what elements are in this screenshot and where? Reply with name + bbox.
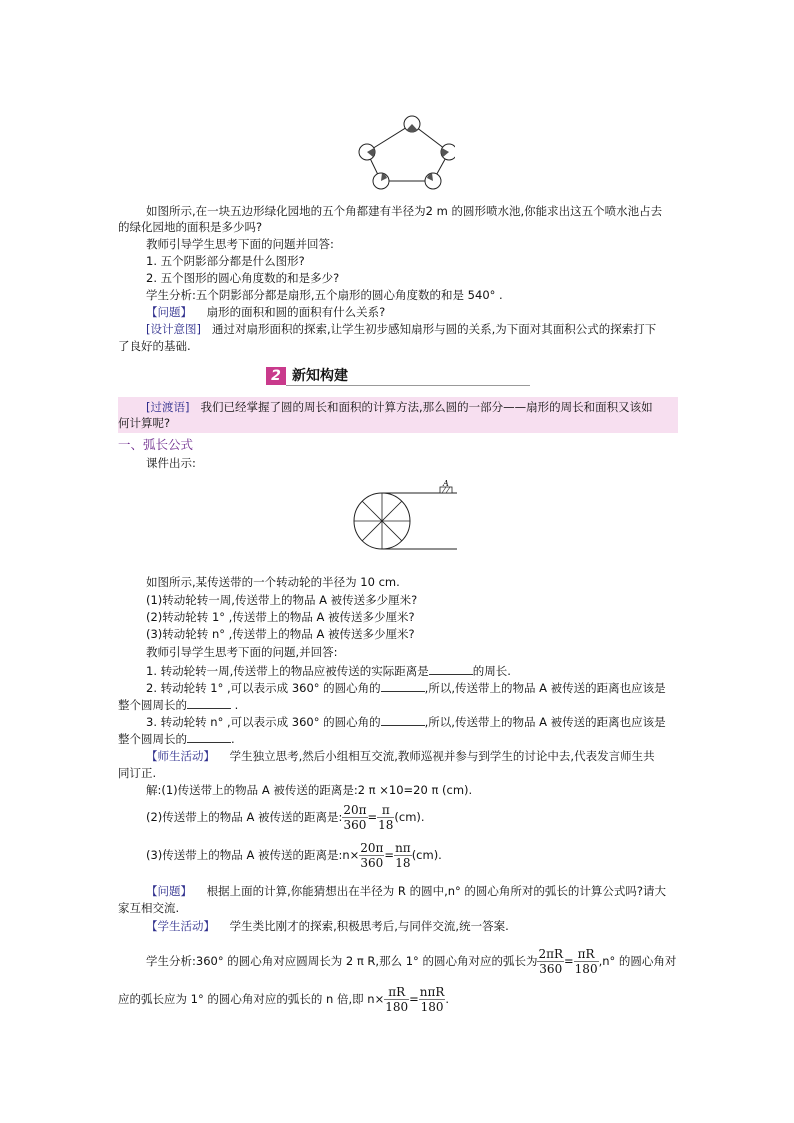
solution-1: 解:(1)传送带上的物品 A 被传送的距离是:2 π ×10=20 π (cm). [146,783,473,797]
answer-2-tail: ,所以,传送带上的物品 A 被传送的距离也应该是 [424,681,666,695]
problem-2-text: 根据上面的计算,你能猜想出在半径为 R 的圆中,n° 的圆心角所对的弧长的计算公式吗?请大 [206,884,667,898]
question-1: 1. 五个阴影部分都是什么图形? [146,254,305,268]
analysis-2-text: 学生分析:360° 的圆心角对应圆周长为 2 π R,那么 1° 的圆心角对应的弧长为 [146,954,538,968]
problem-2 [146,883,706,900]
answer-1-text: 1. 转动轮转一周,传送带上的物品应被传送的实际距离是 [146,664,429,678]
answer-2-text: 2. 转动轮转 1° ,可以表示成 360° 的圆心角的 [146,681,381,695]
question-2: 2. 五个图形的圆心角度数的和是多少? [146,271,340,285]
paragraph-intro-cont: 的绿化园地的面积是多少吗? [118,220,263,234]
student-analysis-2 [146,944,706,978]
answer-2-period: . [234,698,239,712]
design-intent [146,321,706,338]
answer-2-blank[interactable] [381,679,425,692]
activity-line-cont: 同订正. [118,766,157,780]
transition-tag: [过渡语] [146,400,190,414]
wheel-description: 如图所示,某传送带的一个转动轮的半径为 10 cm. [146,575,400,589]
answer-3-tail: ,所以,传送带上的物品 A 被传送的距离也应该是 [424,715,666,729]
design-intent-cont: 了良好的基础. [118,339,191,353]
section-header [266,366,530,386]
design-tag: [设计意图] [146,322,201,336]
equals-sign: = [409,992,419,1006]
student-analysis: 学生分析:五个阴影部分都是扇形,五个扇形的圆心角度数的和是 540° . [146,288,503,302]
section-rule [286,385,530,386]
solution-3 [146,838,706,872]
paragraph-intro: 如图所示,在一块五边形绿化园地的五个角都建有半径为2 m 的圆形喷水池,你能求出这五个喷水池占去 [146,204,663,218]
equals-sign: = [564,954,574,968]
analysis-2-period: . [445,992,450,1006]
conveyor-figure [352,480,462,562]
activity-tag: 【师生活动】 [146,749,215,763]
answer-3-cont-text: 整个圆周长的 [118,732,187,746]
answer-2-cont-text: 整个圆周长的 [118,698,187,712]
solution-3-text: (3)传送带上的物品 A 被传送的距离是:n× [146,848,360,862]
student-activity-tag: 【学生活动】 [146,919,215,933]
activity-text: 学生独立思考,然后小组相互交流,教师巡视并参与到学生的讨论中去,代表发言师生共 [229,749,655,763]
answer-1-tail: 的周长. [472,664,511,678]
answer-3-period: . [231,732,235,746]
section-title: 新知构建 [292,368,348,384]
problem-tag: 【问题】 [146,305,192,319]
point-a-label: A [443,480,449,488]
wheel-question-3: (3)转动轮转 n° ,传送带上的物品 A 被传送多少厘米? [146,627,415,641]
solution-3-unit: (cm). [411,848,442,862]
teacher-guide-2: 教师引导学生思考下面的问题,并回答: [146,645,338,659]
courseware-label: 课件出示: [146,456,196,470]
transition-line-cont: 何计算呢? [118,416,171,430]
teacher-guide: 教师引导学生思考下面的问题并回答: [146,237,334,251]
fraction-pi-18: $\frac{\pi}{18}$ [378,803,394,832]
student-activity [146,918,706,935]
answer-2 [146,679,706,697]
fraction-piR-180: $\frac{\pi R}{180}$ [574,947,598,976]
answer-3-blank[interactable] [381,713,425,726]
problem-2-cont: 家互相交流. [118,901,180,915]
section-number: 2 [266,367,286,385]
answer-1 [146,662,706,680]
answer-2-blank-2[interactable] [187,696,231,709]
subsection-title: 一、弧长公式 [118,437,194,452]
transition-line [146,399,706,416]
problem-1 [146,304,706,321]
fraction-npiR-180: $\frac{\text{nπR}}{180}$ [419,985,445,1014]
answer-3-text: 3. 转动轮转 n° ,可以表示成 360° 的圆心角的 [146,715,381,729]
transition-text: 我们已经掌握了圆的周长和面积的计算方法,那么圆的一部分——扇形的周长和面积又该如 [200,400,653,414]
answer-2-cont [118,696,678,714]
fraction-20pi-360: $\frac{20\pi}{360}$ [343,803,367,832]
answer-1-blank[interactable] [429,662,473,675]
solution-2 [146,800,706,834]
answer-3-cont [118,730,678,748]
solution-2-unit: (cm). [394,810,425,824]
analysis-2-cont-text: 应的弧长应为 1° 的圆心角对应的弧长的 n 倍,即 n× [118,992,385,1006]
activity-line [146,748,706,765]
wheel-question-1: (1)转动轮转一周,传送带上的物品 A 被传送多少厘米? [146,593,418,607]
equals-sign: = [384,848,395,862]
solution-2-text: (2)传送带上的物品 A 被传送的距离是: [146,810,343,824]
fraction-piR-180-b: $\frac{\pi R}{180}$ [385,985,409,1014]
design-text: 通过对扇形面积的探索,让学生初步感知扇形与圆的关系,为下面对其面积公式的探索打下 [211,322,657,336]
fraction-20pi-360-b: $\frac{20\pi}{360}$ [360,841,384,870]
student-activity-text: 学生类比刚才的探索,积极思考后,与同伴交流,统一答案. [229,919,509,933]
wheel-question-2: (2)转动轮转 1° ,传送带上的物品 A 被传送多少厘米? [146,610,415,624]
answer-3 [146,713,706,731]
problem-text: 扇形的面积和圆的面积有什么关系? [206,305,386,319]
answer-3-blank-2[interactable] [187,730,231,743]
pentagon-figure [355,112,455,192]
problem-2-tag: 【问题】 [146,884,192,898]
student-analysis-2-cont [118,982,678,1016]
fraction-npi-18: $\frac{n\pi}{18}$ [395,841,411,870]
equals-sign: = [367,810,378,824]
fraction-2piR-360: $\frac{2\pi R}{360}$ [538,947,564,976]
analysis-2-tail: ,n° 的圆心角对 [598,954,677,968]
